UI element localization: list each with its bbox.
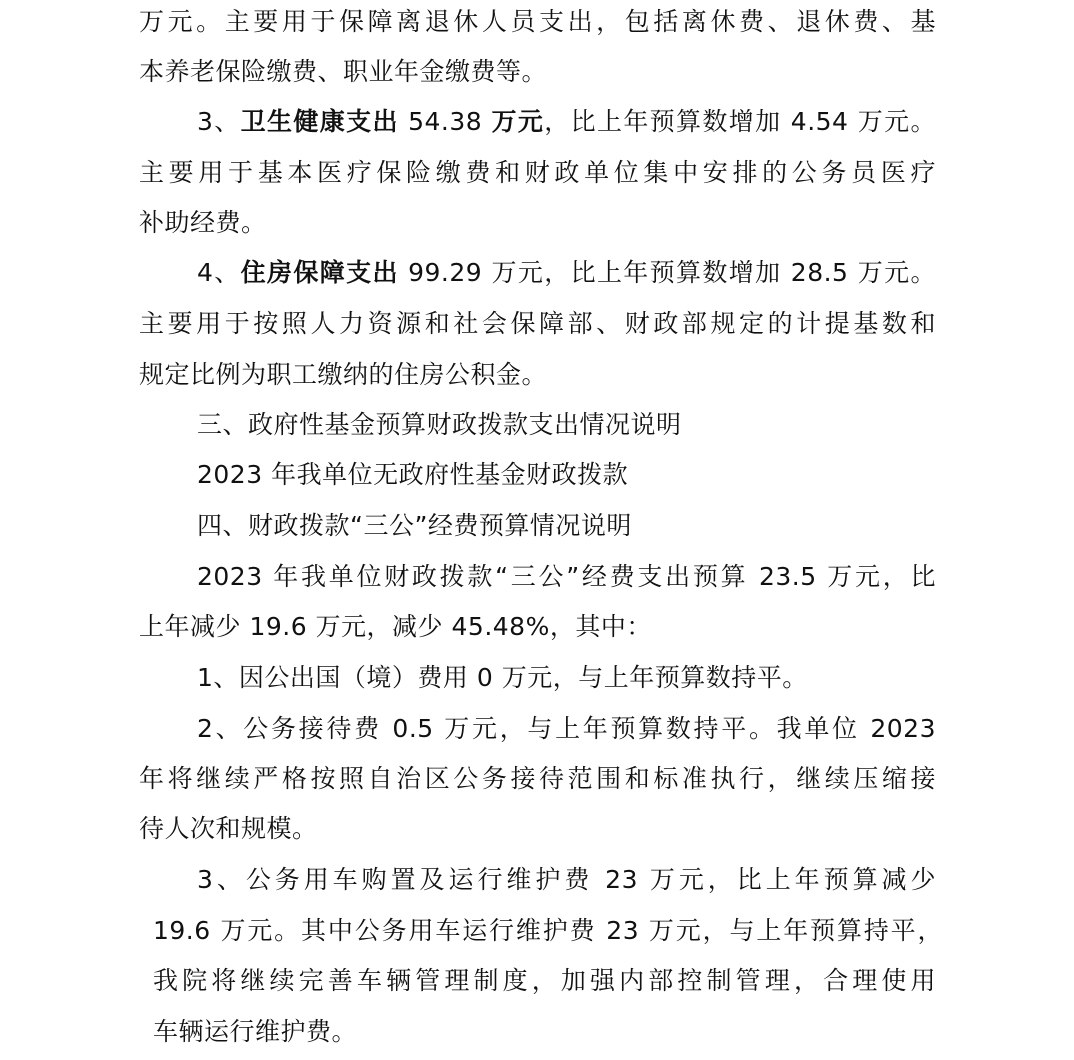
section-heading: 四、财政拨款“三公”经费预算情况说明: [197, 511, 632, 540]
paragraph-line: 上年减少 19.6 万元，减少 45.48%，其中：: [139, 612, 652, 641]
section-heading: 三、政府性基金预算财政拨款支出情况说明: [197, 410, 682, 439]
item-text: 99.29 万元，比上年预算数增加 28.5 万元。: [398, 258, 936, 287]
item-amount: 54.38: [398, 107, 492, 136]
paragraph-line: 年将继续严格按照自治区公务接待范围和标准执行，继续压缩接: [139, 764, 936, 793]
paragraph-line: 19.6 万元。其中公务用车运行维护费 23 万元，与上年预算持平，: [153, 916, 943, 945]
paragraph-line-housing-expense: [197, 253, 936, 293]
paragraph-line: 万元。主要用于保障离退休人员支出，包括离休费、退休费、基: [139, 7, 936, 36]
item-heading: 住房保障支出: [240, 258, 399, 287]
paragraph-line: 本养老保险缴费、职业年金缴费等。: [139, 57, 548, 86]
paragraph-line-health-expense: [197, 102, 936, 142]
paragraph-line: 主要用于按照人力资源和社会保障部、财政部规定的计提基数和: [139, 309, 936, 338]
list-item: 3、公务用车购置及运行维护费 23 万元，比上年预算减少: [197, 865, 936, 894]
item-number: 3、: [197, 107, 241, 136]
paragraph-line: 补助经费。: [139, 208, 267, 237]
paragraph-line: 2023 年我单位无政府性基金财政拨款: [197, 460, 629, 489]
paragraph-line: 待人次和规模。: [139, 814, 318, 843]
paragraph-line: 主要用于基本医疗保险缴费和财政单位集中安排的公务员医疗: [139, 158, 936, 187]
paragraph-line: 规定比例为职工缴纳的住房公积金。: [139, 360, 548, 389]
paragraph-line: 车辆运行维护费。: [153, 1017, 358, 1046]
paragraph-line: 我院将继续完善车辆管理制度，加强内部控制管理，合理使用: [153, 966, 936, 995]
list-item: 1、因公出国（境）费用 0 万元，与上年预算数持平。: [197, 663, 808, 692]
item-unit: 万元: [491, 107, 545, 136]
item-text: ，比上年预算数增加 4.54 万元。: [544, 107, 936, 136]
item-number: 4、: [197, 258, 241, 287]
list-item: 2、公务接待费 0.5 万元，与上年预算数持平。我单位 2023: [197, 714, 936, 743]
paragraph-line: 2023 年我单位财政拨款“三公”经费支出预算 23.5 万元，比: [197, 562, 936, 591]
item-heading: 卫生健康支出: [240, 107, 399, 136]
